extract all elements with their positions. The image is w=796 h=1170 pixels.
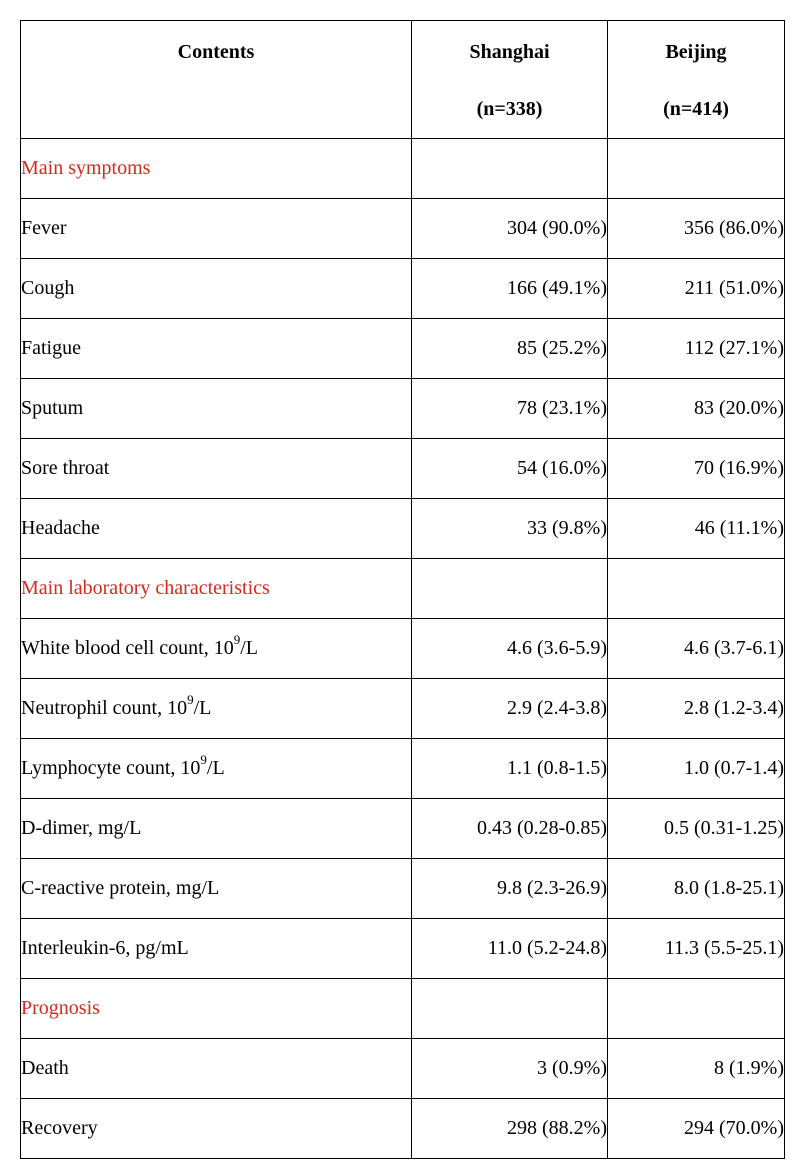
cell-beijing: 70 (16.9%) xyxy=(608,439,785,499)
cell-beijing: 83 (20.0%) xyxy=(608,379,785,439)
superscript: 9 xyxy=(187,692,194,708)
row-label: Death xyxy=(21,1039,412,1099)
row-label: Recovery xyxy=(21,1099,412,1159)
cell-beijing: 2.8 (1.2-3.4) xyxy=(608,679,785,739)
cell-shanghai: 298 (88.2%) xyxy=(412,1099,608,1159)
cell-shanghai: 0.43 (0.28-0.85) xyxy=(412,799,608,859)
table-row xyxy=(21,739,785,799)
cell-beijing: 112 (27.1%) xyxy=(608,319,785,379)
cell-shanghai: 2.9 (2.4-3.8) xyxy=(412,679,608,739)
row-label: C-reactive protein, mg/L xyxy=(21,859,412,919)
cell-beijing: 8 (1.9%) xyxy=(608,1039,785,1099)
row-label: Cough xyxy=(21,259,412,319)
cell-beijing: 8.0 (1.8-25.1) xyxy=(608,859,785,919)
table-row xyxy=(21,1039,785,1099)
section-title: Main symptoms xyxy=(21,139,412,199)
cell-beijing: 4.6 (3.7-6.1) xyxy=(608,619,785,679)
cell-shanghai: 4.6 (3.6-5.9) xyxy=(412,619,608,679)
table-row xyxy=(21,859,785,919)
table-row xyxy=(21,679,785,739)
cell-beijing: 1.0 (0.7-1.4) xyxy=(608,739,785,799)
table-row xyxy=(21,199,785,259)
header-shanghai-name: Shanghai xyxy=(469,41,550,63)
row-label: Sputum xyxy=(21,379,412,439)
cell-shanghai: 33 (9.8%) xyxy=(412,499,608,559)
cell-shanghai: 1.1 (0.8-1.5) xyxy=(412,739,608,799)
row-label: Sore throat xyxy=(21,439,412,499)
row-label: D-dimer, mg/L xyxy=(21,799,412,859)
table-row xyxy=(21,319,785,379)
row-label: Headache xyxy=(21,499,412,559)
cell-beijing: 46 (11.1%) xyxy=(608,499,785,559)
table-row xyxy=(21,499,785,559)
header-shanghai-n: (n=338) xyxy=(476,98,543,120)
section-title: Main laboratory characteristics xyxy=(21,559,412,619)
table-row xyxy=(21,259,785,319)
cell-beijing: 0.5 (0.31-1.25) xyxy=(608,799,785,859)
table-row xyxy=(21,799,785,859)
cell-beijing: 11.3 (5.5-25.1) xyxy=(608,919,785,979)
header-contents: Contents xyxy=(21,21,412,139)
section-title: Prognosis xyxy=(21,979,412,1039)
section-row-symptoms xyxy=(21,139,785,199)
cell-beijing: 211 (51.0%) xyxy=(608,259,785,319)
row-label: Interleukin-6, pg/mL xyxy=(21,919,412,979)
header-beijing xyxy=(608,21,785,139)
row-label: Fever xyxy=(21,199,412,259)
cell-shanghai: 3 (0.9%) xyxy=(412,1039,608,1099)
cell-beijing: 294 (70.0%) xyxy=(608,1099,785,1159)
header-beijing-n: (n=414) xyxy=(663,98,729,120)
row-label: Lymphocyte count, $10^9/L$ xyxy=(21,739,412,799)
table-row xyxy=(21,439,785,499)
section-row-prognosis xyxy=(21,979,785,1039)
header-shanghai xyxy=(412,21,608,139)
cell-shanghai: 85 (25.2%) xyxy=(412,319,608,379)
row-label: White blood cell count, $10^9/L$ xyxy=(21,619,412,679)
table-row xyxy=(21,919,785,979)
header-beijing-name: Beijing xyxy=(665,41,727,63)
table-row xyxy=(21,379,785,439)
cell-shanghai: 166 (49.1%) xyxy=(412,259,608,319)
header-row xyxy=(21,21,785,139)
table-row xyxy=(21,619,785,679)
cell-shanghai: 304 (90.0%) xyxy=(412,199,608,259)
comparison-table xyxy=(20,20,785,1159)
table-row xyxy=(21,1099,785,1159)
section-row-lab xyxy=(21,559,785,619)
row-label: Fatigue xyxy=(21,319,412,379)
row-label: Neutrophil count, $10^9/L$ xyxy=(21,679,412,739)
cell-shanghai: 78 (23.1%) xyxy=(412,379,608,439)
cell-shanghai: 11.0 (5.2-24.8) xyxy=(412,919,608,979)
superscript: 9 xyxy=(233,632,241,648)
cell-shanghai: 9.8 (2.3-26.9) xyxy=(412,859,608,919)
superscript: 9 xyxy=(200,752,207,768)
cell-shanghai: 54 (16.0%) xyxy=(412,439,608,499)
cell-beijing: 356 (86.0%) xyxy=(608,199,785,259)
